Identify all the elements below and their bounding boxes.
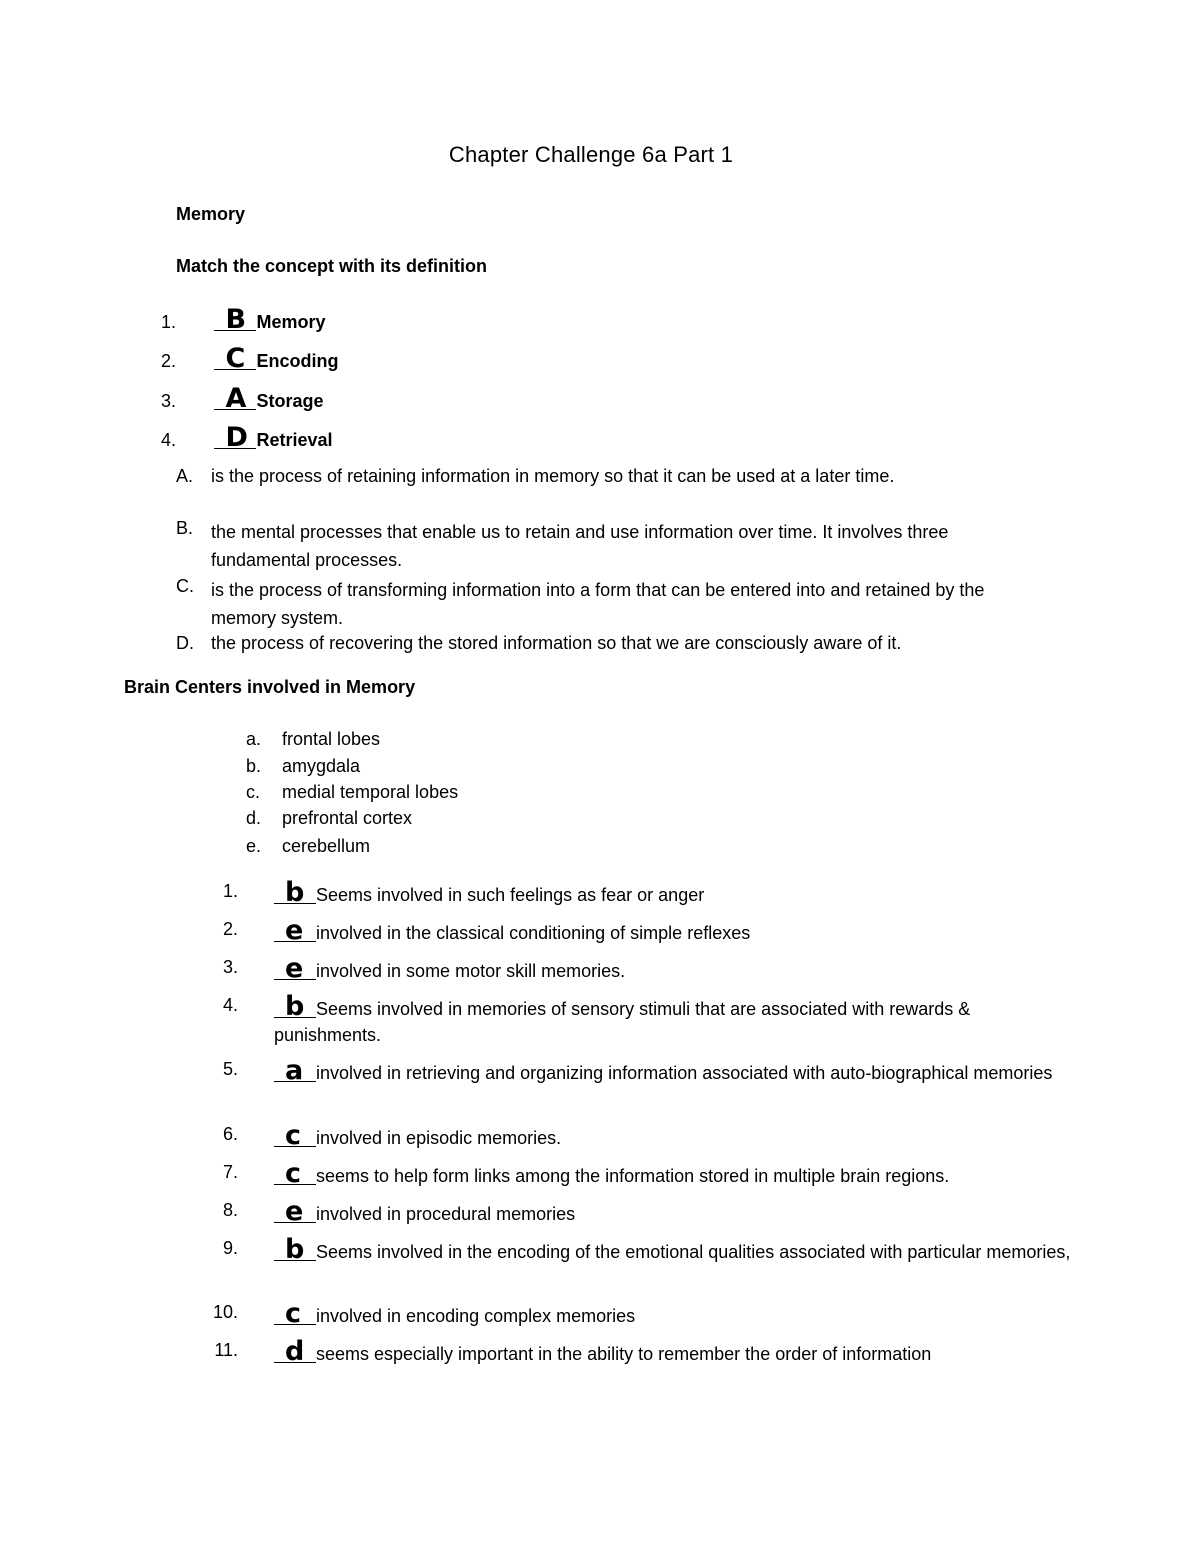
handwritten-answer: c	[285, 1298, 302, 1329]
item-text: involved in retrieving and organizing information associated with auto-biographical memories	[316, 1063, 1053, 1083]
list-item	[274, 953, 626, 984]
handwritten-answer: b	[285, 991, 305, 1022]
handwritten-answer: A	[225, 383, 247, 414]
list-item	[274, 1196, 576, 1227]
answer-blank	[214, 304, 256, 335]
list-item	[136, 304, 326, 335]
item-number: 5.	[222, 1059, 238, 1079]
option-letter: d.	[246, 808, 262, 828]
section-heading-memory: Memory	[176, 204, 246, 224]
answer-blank	[274, 1158, 316, 1189]
definition-text: the mental processes that enable us to retain and use information over time. It involves three fundamental processes.	[211, 522, 949, 570]
item-number: 9.	[222, 1238, 238, 1258]
item-number: 10.	[212, 1302, 238, 1322]
definition-letter: D.	[176, 633, 194, 653]
item-text: involved in some motor skill memories.	[316, 961, 626, 981]
handwritten-answer: e	[285, 915, 304, 946]
option-text: cerebellum	[282, 836, 371, 856]
concept-label: Encoding	[256, 351, 339, 371]
answer-blank	[214, 383, 256, 414]
item-number: 1.	[222, 881, 238, 901]
item-number: 2.	[222, 919, 238, 939]
list-item	[136, 383, 324, 414]
item-text: involved in procedural memories	[316, 1204, 576, 1224]
answer-blank	[274, 1336, 316, 1367]
list-item	[274, 991, 1064, 1048]
handwritten-answer: b	[285, 1234, 305, 1265]
section-heading-brain-centers: Brain Centers involved in Memory	[124, 677, 416, 697]
item-number: 1.	[160, 312, 176, 332]
option-letter: e.	[246, 836, 262, 856]
option-text: amygdala	[282, 756, 361, 776]
answer-blank	[274, 1055, 316, 1086]
answer-blank	[274, 991, 316, 1022]
item-text: seems especially important in the ability to remember the order of information	[316, 1344, 932, 1364]
definition-letter: A.	[176, 466, 194, 486]
item-text: Seems involved in such feelings as fear or anger	[316, 885, 705, 905]
item-number: 7.	[222, 1162, 238, 1182]
answer-blank	[274, 1234, 316, 1265]
answer-blank	[274, 1298, 316, 1329]
handwritten-answer: a	[285, 1055, 304, 1086]
definition-text: is the process of retaining information in memory so that it can be used at a later time.	[211, 466, 895, 486]
item-number: 11.	[214, 1340, 238, 1360]
list-item	[274, 1055, 1054, 1086]
option-letter: a.	[246, 729, 262, 749]
instruction-text: Match the concept with its definition	[176, 256, 488, 276]
list-item	[274, 1158, 950, 1189]
item-number: 8.	[222, 1200, 238, 1220]
item-text: seems to help form links among the information stored in multiple brain regions.	[316, 1166, 950, 1186]
item-number: 2.	[160, 351, 176, 371]
item-number: 6.	[222, 1124, 238, 1144]
answer-blank	[274, 1120, 316, 1151]
item-text: Seems involved in the encoding of the emotional qualities associated with particular memories,	[316, 1242, 1071, 1262]
item-number: 4.	[160, 430, 176, 450]
list-item	[136, 422, 333, 453]
list-item	[274, 1336, 932, 1367]
handwritten-answer: e	[285, 953, 304, 984]
definition-letter: B.	[176, 518, 194, 538]
list-item	[274, 1234, 1074, 1265]
item-text: involved in episodic memories.	[316, 1128, 562, 1148]
handwritten-answer: c	[285, 1120, 302, 1151]
definition-text: the process of recovering the stored information so that we are consciously aware of it.	[211, 633, 902, 653]
option-letter: c.	[246, 782, 261, 802]
item-number: 4.	[222, 995, 238, 1015]
answer-blank	[274, 915, 316, 946]
option-text: medial temporal lobes	[282, 782, 459, 802]
handwritten-answer: e	[285, 1196, 304, 1227]
concept-label: Memory	[256, 312, 326, 332]
item-number: 3.	[222, 957, 238, 977]
item-text: involved in encoding complex memories	[316, 1306, 636, 1326]
handwritten-answer: c	[285, 1158, 302, 1189]
list-item	[274, 1120, 562, 1151]
option-text: frontal lobes	[282, 729, 381, 749]
answer-blank	[274, 877, 316, 908]
answer-blank	[214, 422, 256, 453]
item-text: Seems involved in memories of sensory stimuli that are associated with rewards & punishments.	[274, 999, 971, 1045]
definition-text: is the process of transforming information into a form that can be entered into and retained by the memory system.	[211, 580, 985, 628]
definition-letter: C.	[176, 576, 194, 596]
item-number: 3.	[160, 391, 176, 411]
handwritten-answer: b	[285, 877, 305, 908]
handwritten-answer: d	[285, 1336, 305, 1367]
handwritten-answer: B	[225, 304, 247, 335]
option-letter: b.	[246, 756, 262, 776]
answer-blank	[214, 343, 256, 374]
item-text: involved in the classical conditioning of simple reflexes	[316, 923, 751, 943]
answer-blank	[274, 1196, 316, 1227]
answer-blank	[274, 953, 316, 984]
concept-label: Retrieval	[256, 430, 333, 450]
list-item	[136, 343, 339, 374]
list-item	[274, 1298, 636, 1329]
list-item	[274, 915, 751, 946]
handwritten-answer: D	[225, 422, 248, 453]
page-title: Chapter Challenge 6a Part 1	[448, 142, 734, 167]
option-text: prefrontal cortex	[282, 808, 413, 828]
list-item	[274, 877, 705, 908]
concept-label: Storage	[256, 391, 324, 411]
handwritten-answer: C	[225, 343, 246, 374]
